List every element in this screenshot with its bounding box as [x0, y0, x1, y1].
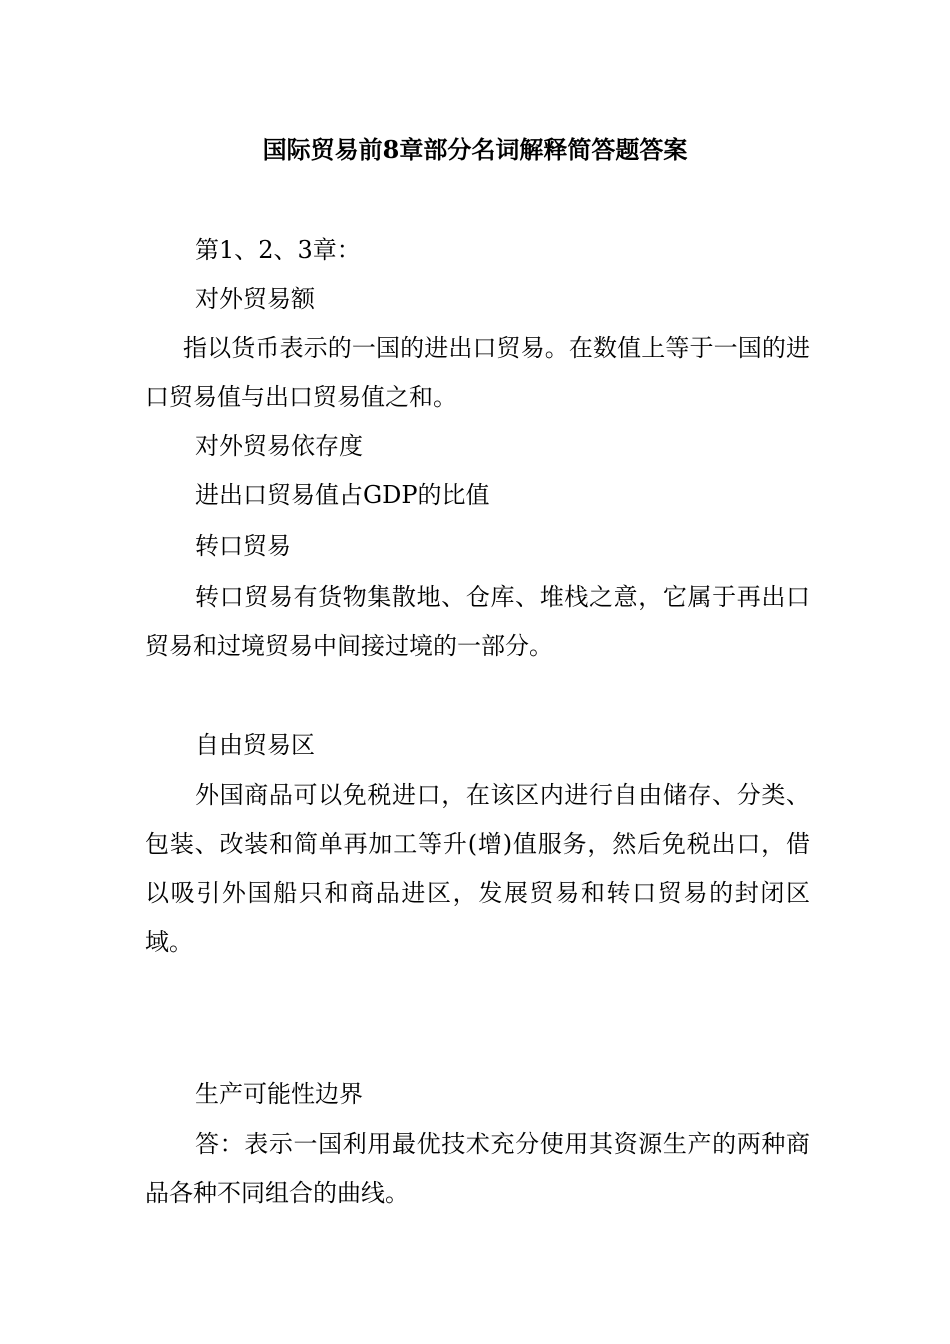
term-definition: 答：表示一国利用最优技术充分使用其资源生产的两种商品各种不同组合的曲线。 — [145, 1130, 810, 1207]
chapter-heading: 第1、2、3章： — [195, 236, 361, 264]
term-definition: 指以货币表示的一国的进出口贸易。在数值上等于一国的进口贸易值与出口贸易值之和。 — [145, 334, 810, 411]
term-definition: 外国商品可以免税进口，在该区内进行自由储存、分类、包装、改装和简单再加工等升(增)值服务，然后免税出口，借以吸引外国船只和商品进区，发展贸易和转口贸易的封闭区域。 — [145, 781, 810, 956]
term-heading: 生产可能性边界 — [195, 1080, 363, 1108]
term-definition: 进出口贸易值占GDP的比值 — [195, 481, 490, 509]
document-title: 国际贸易前8章部分名词解释简答题答案 — [262, 135, 688, 164]
term-heading: 自由贸易区 — [195, 731, 315, 759]
term-heading: 对外贸易依存度 — [195, 432, 363, 460]
term-heading: 转口贸易 — [195, 532, 291, 560]
term-definition: 转口贸易有货物集散地、仓库、堆栈之意，它属于再出口贸易和过境贸易中间接过境的一部分。 — [145, 583, 810, 660]
term-heading: 对外贸易额 — [195, 285, 315, 313]
